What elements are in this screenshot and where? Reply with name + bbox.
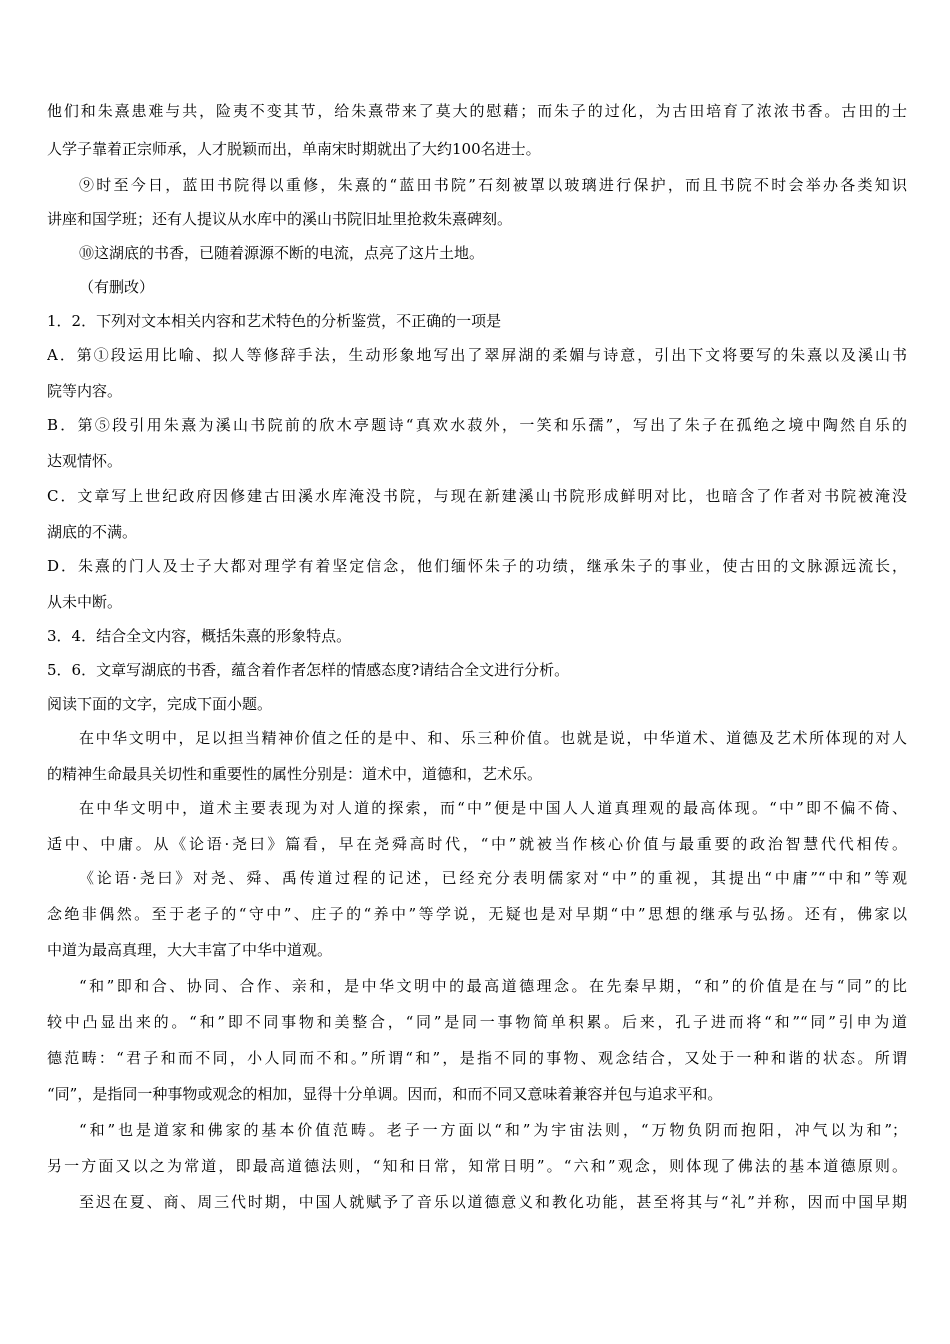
option-c-line: 湖底的不满。 xyxy=(47,523,138,541)
reading-line: “和”也是道家和佛家的基本价值范畴。老子一方面以“和”为宇宙法则，“万物负阴而抱阳，冲气以为和”； xyxy=(79,1121,907,1139)
option-d-line: D．朱熹的门人及士子大都对理学有着坚定信念，他们缅怀朱子的功绩，继承朱子的事业，使古田的文脉源远流长， xyxy=(47,557,907,575)
reading-line: 的精神生命最具关切性和重要性的属性分别是：道术中，道德和，艺术乐。 xyxy=(47,765,543,783)
reading-line: 较中凸显出来的。“和”即不同事物和美整合，“同”是同一事物简单积累。后来，孔子进而将“和”“同”引申为道 xyxy=(47,1013,907,1031)
source-note: （有删改） xyxy=(79,278,155,296)
option-d-line: 从未中断。 xyxy=(47,593,123,611)
option-a-line: A．第①段运用比喻、拟人等修辞手法，生动形象地写出了翠屏湖的柔媚与诗意，引出下文将要写的朱熹以及溪山书 xyxy=(47,346,907,364)
reading-line: “同”，是指同一种事物或观念的相加，显得十分单调。因而，和而不同又意味着兼容并包与追求平和。 xyxy=(47,1085,723,1103)
question-3: 5．6．文章写湖底的书香，蕴含着作者怎样的情感态度?请结合全文进行分析。 xyxy=(47,661,570,679)
option-b-line: 达观情怀。 xyxy=(47,452,123,470)
passage-line: 他们和朱熹患难与共，险夷不变其节，给朱熹带来了莫大的慰藉；而朱子的过化，为古田培育了浓浓书香。古田的士 xyxy=(47,102,907,120)
reading-line: 中道为最高真理，大大丰富了中华中道观。 xyxy=(47,941,333,959)
question-2: 3．4．结合全文内容，概括朱熹的形象特点。 xyxy=(47,627,352,645)
reading-line: 德范畴：“君子和而不同，小人同而不和。”所谓“和”，是指不同的事物、观念结合，又处于一种和谐的状态。所谓 xyxy=(47,1049,907,1067)
reading-line: 在中华文明中，足以担当精神价值之任的是中、和、乐三种价值。也就是说，中华道术、道德及艺术所体现的对人 xyxy=(79,729,907,747)
option-a-line: 院等内容。 xyxy=(47,382,123,400)
paragraph-9-line: 讲座和国学班；还有人提议从水库中的溪山书院旧址里抢救朱熹碑刻。 xyxy=(47,210,513,228)
reading-line: 念绝非偶然。至于老子的“守中”、庄子的“养中”等学说，无疑也是对早期“中”思想的继承与弘扬。还有，佛家以 xyxy=(47,905,907,923)
reading-line: 在中华文明中，道术主要表现为对人道的探索，而“中”便是中国人人道真理观的最高体现。“中”即不偏不倚、 xyxy=(79,799,907,817)
option-b-line: B．第⑤段引用朱熹为溪山书院前的欣木亭题诗“真欢水菽外，一笑和乐孺”，写出了朱子在孤绝之境中陶然自乐的 xyxy=(47,416,907,434)
reading-line: 至迟在夏、商、周三代时期，中国人就赋予了音乐以道德意义和教化功能，甚至将其与“礼”并称，因而中国早期 xyxy=(79,1193,907,1211)
paragraph-9-line: ⑨时至今日，蓝田书院得以重修，朱熹的“蓝田书院”石刻被罩以玻璃进行保护，而且书院不时会举办各类知识 xyxy=(79,176,907,194)
question-1-stem: 1．2．下列对文本相关内容和艺术特色的分析鉴赏，不正确的一项是 xyxy=(47,312,502,330)
reading-line: 《论语·尧曰》对尧、舜、禹传道过程的记述，已经充分表明儒家对“中”的重视，其提出“中庸”“中和”等观 xyxy=(79,869,907,887)
option-c-line: C．文章写上世纪政府因修建古田溪水库淹没书院，与现在新建溪山书院形成鲜明对比，也暗含了作者对书院被淹没 xyxy=(47,487,907,505)
reading-line: 另一方面又以之为常道，即最高道德法则，“知和日常，知常日明”。“六和”观念，则体现了佛法的基本道德原则。 xyxy=(47,1157,907,1175)
reading-line: 适中、中庸。从《论语·尧曰》篇看，早在尧舜高时代，“中”就被当作核心价值与最重要的政治智慧代代相传。 xyxy=(47,835,907,853)
paragraph-10: ⑩这湖底的书香，已随着源源不断的电流，点亮了这片土地。 xyxy=(79,244,485,262)
passage-line: 人学子靠着正宗师承，人才脱颖而出，单南宋时期就出了大约100名进士。 xyxy=(47,140,541,158)
reading-instruction: 阅读下面的文字，完成下面小题。 xyxy=(47,695,273,713)
reading-line: “和”即和合、协同、合作、亲和，是中华文明中的最高道德理念。在先秦早期，“和”的价值是在与“同”的比 xyxy=(79,977,907,995)
